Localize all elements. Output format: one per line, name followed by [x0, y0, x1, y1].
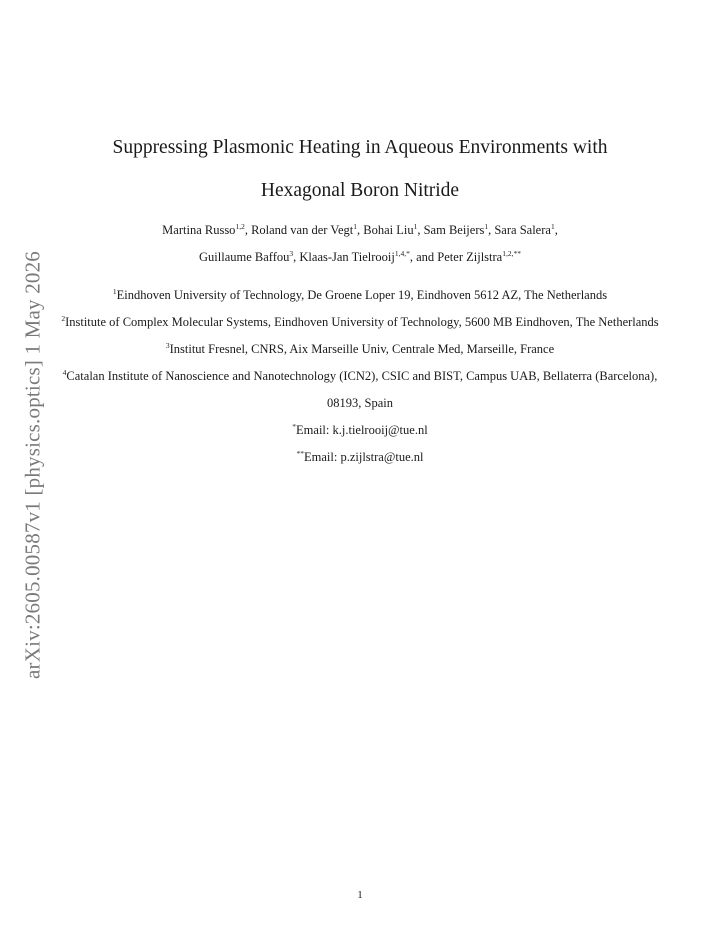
author-line-2 — [60, 244, 660, 271]
corresponding-email: *Email: k.j.tielrooij@tue.nl — [292, 422, 428, 437]
title-line-1: Suppressing Plasmonic Heating in Aqueous Environments with — [112, 137, 608, 158]
author: Bohai Liu$^1$, — [363, 222, 424, 237]
author-line-1 — [60, 217, 660, 244]
title-line-2: Hexagonal Boron Nitride — [260, 180, 460, 201]
author: Sam Beijers$^1$, — [423, 222, 495, 237]
affiliation-list — [60, 282, 660, 471]
affiliation: $^3$Institut Fresnel, CNRS, Aix Marseille Univ, Centrale Med, Marseille, France — [165, 341, 555, 356]
author: Roland van der Vegt$^1$, — [251, 222, 364, 237]
affiliation: $^2$Institute of Complex Molecular Systems, Eindhoven University of Technology, 5600 MB Eindhoven, The Netherlands — [61, 314, 659, 329]
affiliation: $^1$Eindhoven University of Technology, De Groene Loper 19, Eindhoven 5612 AZ, The Netherlands — [112, 287, 608, 302]
author: Klaas-Jan Tielrooij$^{1,4,*}$, — [299, 249, 417, 264]
affiliation: $^4$Catalan Institute of Nanoscience and Nanotechnology (ICN2), CSIC and BIST, Campus UAB, Bellaterra (Barcelona), 08193, Spain — [62, 368, 658, 410]
page-number: 1 — [357, 889, 363, 901]
author: Sara Salera$^1$, — [494, 222, 558, 237]
author: Guillaume Baffou$^3$, — [199, 249, 300, 264]
paper-title — [60, 126, 660, 212]
author: and Peter Zijlstra$^{1,2,**}$ — [416, 249, 521, 264]
author: Martina Russo$^{1,2}$, — [162, 222, 252, 237]
arxiv-identifier-stamp: arXiv:2605.00587v1 [physics.optics] 1 May 2026 — [20, 251, 45, 679]
corresponding-email: **Email: p.zijlstra@tue.nl — [296, 449, 424, 464]
author-list — [60, 217, 660, 271]
